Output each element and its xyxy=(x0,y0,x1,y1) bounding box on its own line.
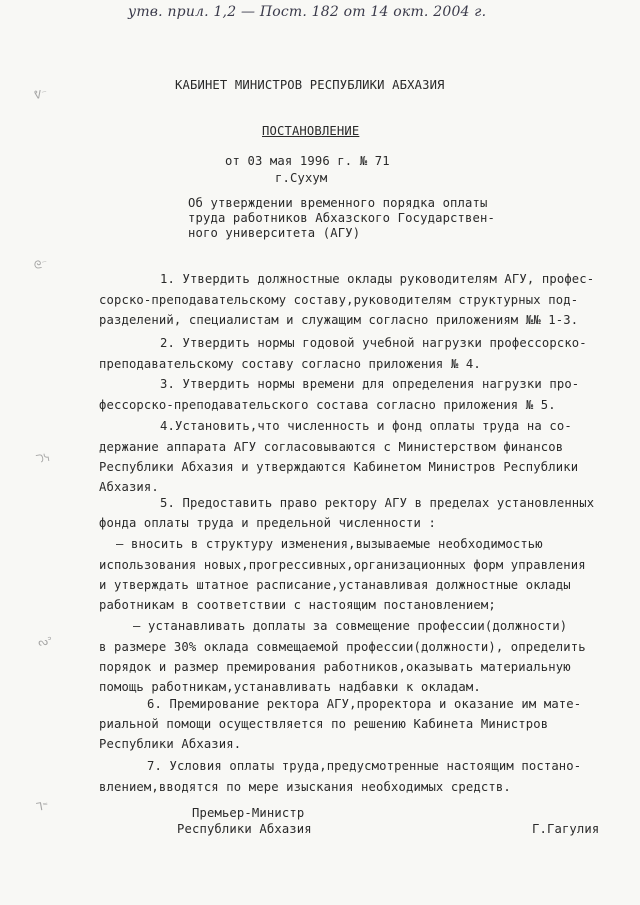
margin-mark: ᒣ⁼ xyxy=(34,799,50,814)
organization-heading: КАБИНЕТ МИНИСТРОВ РЕСПУБЛИКИ АБХАЗИЯ xyxy=(175,78,445,92)
body-line: 4.Установить,что численность и фонд оплаты труда на со- xyxy=(160,419,572,433)
body-line: 5. Предоставить право ректору АГУ в пределах установленных xyxy=(160,496,595,510)
body-line: влением,вводятся по мере изыскания необходимых средств. xyxy=(99,780,511,794)
date-number: от 03 мая 1996 г. № 71 xyxy=(225,154,390,168)
body-line: Республики Абхазия и утверждаются Кабинетом Министров Республики xyxy=(99,460,579,474)
body-line: преподавательскому составу согласно приложения № 4. xyxy=(99,357,481,371)
signature-title-line: Республики Абхазия xyxy=(177,822,312,836)
body-line: Республики Абхазия. xyxy=(99,737,242,751)
body-line: сорско-преподавательскому составу,руководителям структурных под- xyxy=(99,293,579,307)
body-line: 1. Утвердить должностные оклады руководителям АГУ, профес- xyxy=(160,272,595,286)
body-line: фонда оплаты труда и предельной численности : xyxy=(99,516,436,530)
margin-mark: ᘓ⁻ xyxy=(32,256,49,273)
city: г.Сухум xyxy=(275,171,328,185)
body-line: и утверждать штатное расписание,устанавливая должностные оклады xyxy=(99,578,571,592)
subject-line: труда работников Абхазского Государствен- xyxy=(188,211,495,225)
body-line: 3. Утвердить нормы времени для определения нагрузки про- xyxy=(160,377,580,391)
body-line: порядок и размер премирования работников,оказывать материальную xyxy=(99,660,571,674)
body-line: использования новых,прогрессивных,организационных форм управления xyxy=(99,558,586,572)
body-line: держание аппарата АГУ согласовываются с Министерством финансов xyxy=(99,440,564,454)
body-line: 6. Премирование ректора АГУ,проректора и оказание им мате- xyxy=(147,697,582,711)
body-line: 2. Утвердить нормы годовой учебной нагрузки профессорско- xyxy=(160,336,587,350)
body-line: в размере 30% оклада совмещаемой профессии(должности), определить xyxy=(99,640,586,654)
body-line: работникам в соответствии с настоящим постановлением; xyxy=(99,598,496,612)
body-line: разделений, специалистам и служащим согласно приложениям №№ 1-3. xyxy=(99,313,579,327)
body-line: – устанавливать доплаты за совмещение профессии(должности) xyxy=(133,619,568,633)
body-line: Абхазия. xyxy=(99,480,159,494)
margin-mark: ᔓᐣ xyxy=(36,633,54,650)
body-line: 7. Условия оплаты труда,предусмотренные настоящим постано- xyxy=(147,759,582,773)
subject-line: ного университета (АГУ) xyxy=(188,226,361,240)
margin-mark: ᕓ⁻ xyxy=(32,86,49,103)
body-line: фессорско-преподавательского состава согласно приложения № 5. xyxy=(99,398,556,412)
margin-mark: ᘄᓭ xyxy=(34,450,51,467)
signature-title-line: Премьер-Министр xyxy=(192,806,305,820)
signatory-name: Г.Гагулия xyxy=(532,822,600,836)
subject-line: Об утверждении временного порядка оплаты xyxy=(188,196,488,210)
body-line: риальной помощи осуществляется по решению Кабинета Министров xyxy=(99,717,549,731)
body-line: – вносить в структуру изменения,вызываемые необходимостью xyxy=(116,537,543,551)
body-line: помощь работникам,устанавливать надбавки к окладам. xyxy=(99,680,481,694)
handwritten-note: утв. прил. 1,2 — Пост. 182 от 14 окт. 2004 г. xyxy=(128,4,487,20)
document-type-heading: ПОСТАНОВЛЕНИЕ xyxy=(262,124,360,138)
